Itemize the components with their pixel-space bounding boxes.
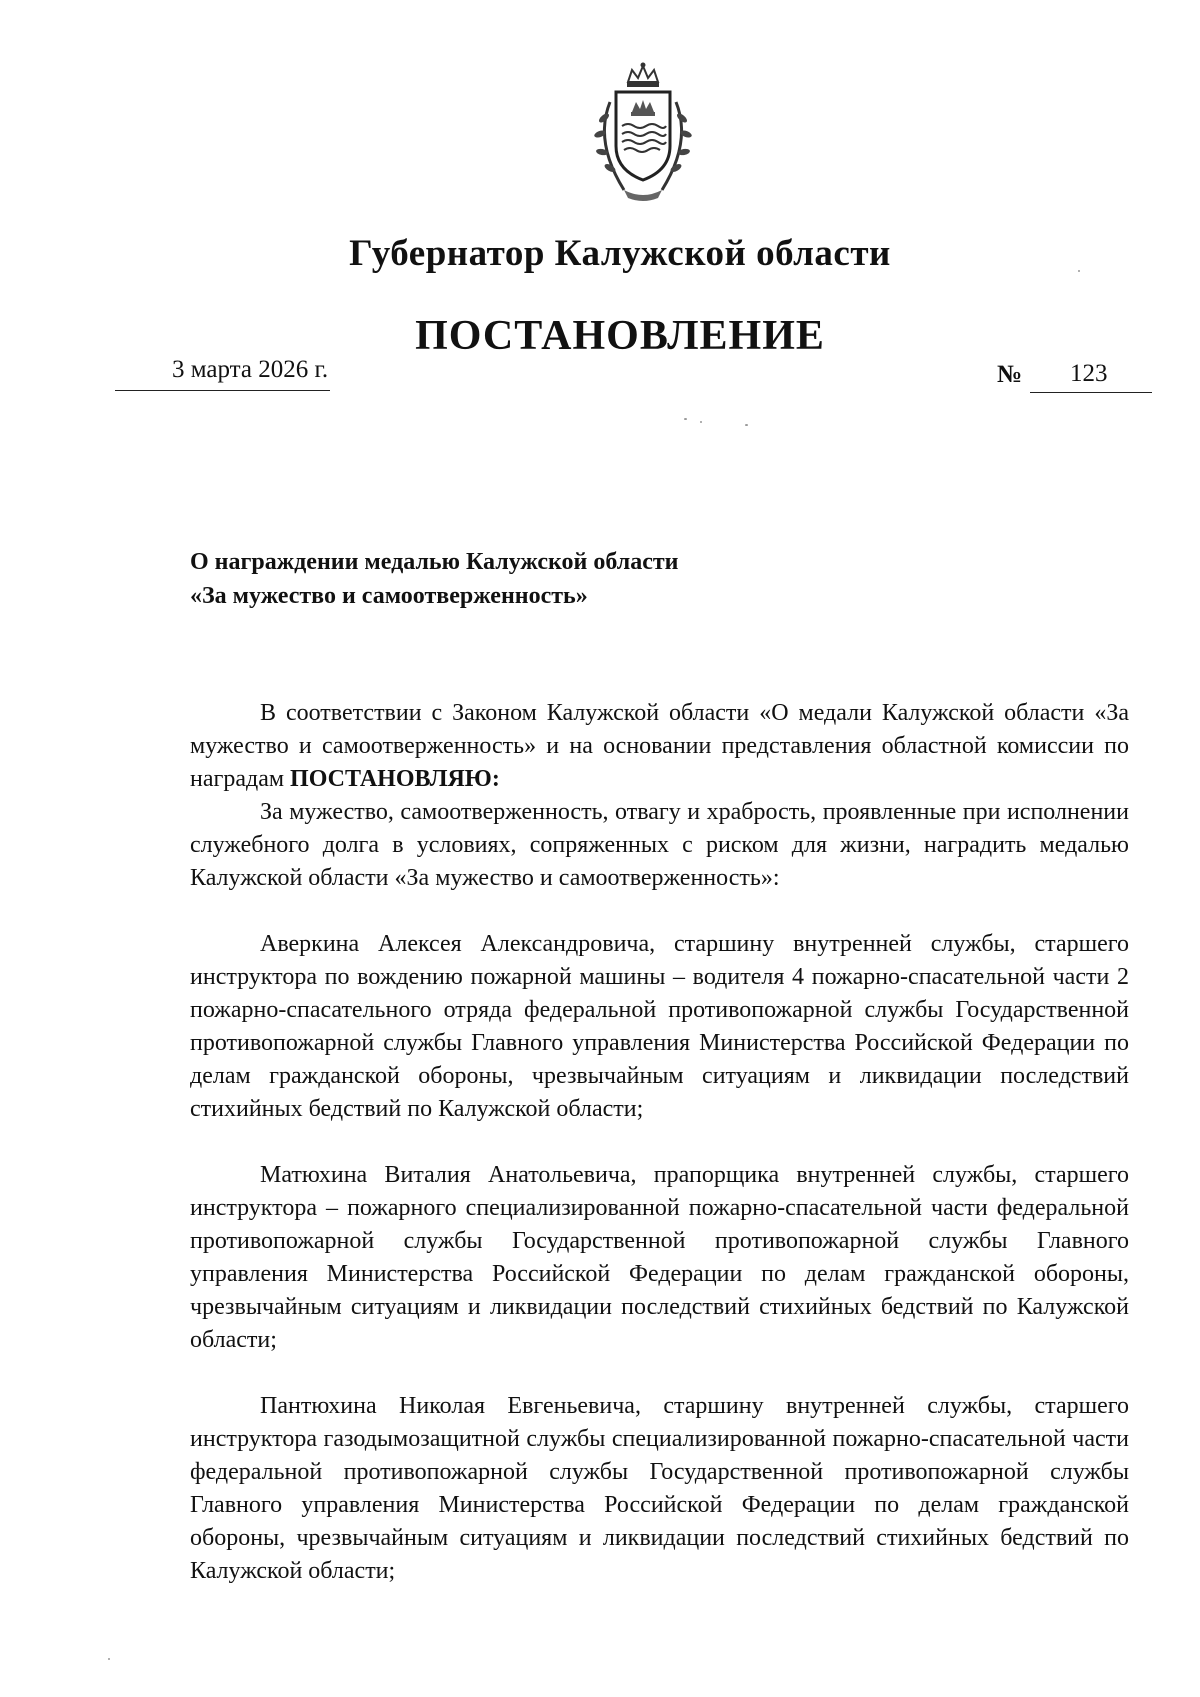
- coat-of-arms-icon: [584, 62, 702, 204]
- number-underline: [1030, 392, 1152, 393]
- issuing-authority: Губернатор Калужской области: [349, 233, 891, 274]
- document-body: [190, 697, 1129, 1588]
- scan-speck: [700, 421, 702, 423]
- awardee-paragraph: Аверкина Алексея Александровича, старшину внутренней службы, старшего инструктора по вождению пожарной машины – водителя 4 пожарно-спасательной части 2 пожарно-спасательного отряда федеральной противопожарной службы Государственной противопожарной службы Главного управления Министерства Российской Федерации по делам гражданской обороны, чрезвычайным ситуациям и ликвидации последствий стихийных бедствий по Калужской области;: [190, 931, 1129, 1122]
- number-label: №: [997, 361, 1023, 388]
- date-underline: [115, 390, 330, 391]
- awardee-paragraph: Пантюхина Николая Евгеньевича, старшину внутренней службы, старшего инструктора газодымозащитной службы специализированной пожарно-спасательной части федеральной противопожарной службы Государственной противопожарной службы Главного управления Министерства Российской Федерации по делам гражданской обороны, чрезвычайным ситуациям и ликвидации последствий стихийных бедствий по Калужской области;: [190, 1393, 1129, 1584]
- title-line-1: О награждении медалью Калужской области: [190, 549, 679, 575]
- award-clause-paragraph: За мужество, самоотверженность, отвагу и храбрость, проявленные при исполнении служебного долга в условиях, сопряженных с риском для жизни, наградить медалью Калужской области «За мужество и самоотверженность»:: [190, 799, 1129, 891]
- scan-speck: [684, 418, 687, 420]
- scan-speck: [1078, 270, 1080, 272]
- preamble-paragraph: [190, 697, 1129, 796]
- document-number: 123: [1070, 360, 1108, 387]
- title-line-2: «За мужество и самоотверженность»: [190, 583, 588, 609]
- preamble-text: В соответствии с Законом Калужской области «О медали Калужской области «За мужество и самоотверженность» и на основании представления областной комиссии по наградам: [190, 700, 1129, 792]
- document-title: [190, 545, 890, 613]
- scan-speck: [108, 1658, 110, 1660]
- document-type: ПОСТАНОВЛЕНИЕ: [415, 313, 825, 359]
- scan-speck: [745, 424, 748, 426]
- awardee-paragraph: Матюхина Виталия Анатольевича, прапорщика внутренней службы, старшего инструктора – пожарного специализированной пожарно-спасательной части федеральной противопожарной службы Государственной противопожарной службы Главного управления Министерства Российской Федерации по делам гражданской обороны, чрезвычайным ситуациям и ликвидации последствий стихийных бедствий по Калужской области;: [190, 1162, 1129, 1353]
- document-date: 3 марта 2026 г.: [172, 356, 329, 383]
- decree-word: ПОСТАНОВЛЯЮ:: [290, 766, 500, 792]
